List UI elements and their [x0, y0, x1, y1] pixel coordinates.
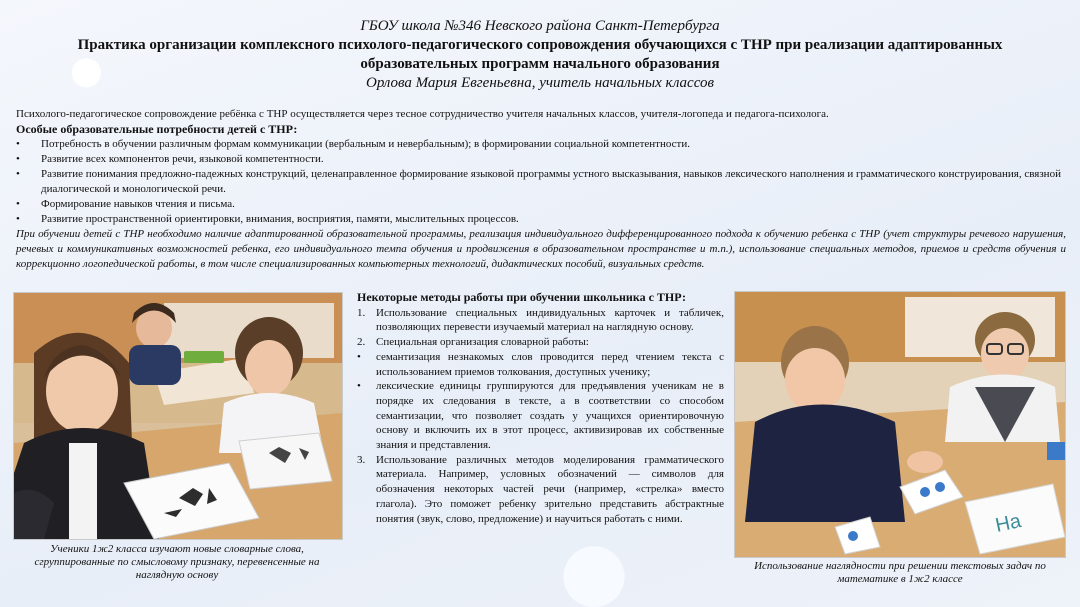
board-text: На	[993, 510, 1024, 537]
classroom-photo-right	[734, 291, 1066, 558]
intro-note: При обучении детей с ТНР необходимо наличие адаптированной образовательной программы, реализация индивидуального дифференцированного подхода к обучению ребенка с ТНР (учет структуры речевого нарушения, речевых и коммуникативных возможностей ребенка, его индивидуального темпа обучения и продвижения в образовательном пространстве и т.п.), использование специальных методов, приемов и средств обучения и коррекционно логопедической работы, в том числе специализированных компьютерных технологий, дидактических пособий, визуальных средств.	[16, 228, 1066, 270]
school-name: ГБОУ школа №346 Невского района Санкт-Петербурга	[360, 18, 720, 34]
method-marker: 2.	[357, 336, 366, 349]
method-marker: •	[357, 350, 361, 363]
needs-item: • Развитие пространственной ориентировки, внимания, восприятия, памяти, мыслительных процессов.	[16, 212, 1066, 227]
method-text: семантизация незнакомых слов проводится перед чтением текста с использованием приемов толкования, доступных ученику;	[376, 350, 724, 378]
needs-heading: Особые образовательные потребности детей с ТНР:	[16, 122, 298, 136]
method-text: лексические единицы группируются для предъявления ученикам не в порядке их следования в тексте, а в соответствии со способом семантизации, что позволяет создать у учащихся ориентировочную основу и включить их в этот процесс, активизировав их собственные знания и представления.	[376, 380, 724, 452]
method-item	[357, 379, 724, 453]
method-marker: 1.	[357, 306, 366, 319]
classroom-photo-right-image	[735, 292, 1065, 557]
methods-heading: Некоторые методы работы при обучении школьника с ТНР:	[357, 290, 686, 304]
methods-section	[357, 290, 724, 526]
method-item	[357, 335, 724, 350]
poster-header	[0, 17, 1080, 93]
method-text: Использование специальных индивидуальных карточек и табличек, позволяющих перевести изучаемый материал на наглядную основу.	[376, 306, 724, 334]
method-item	[357, 453, 724, 527]
methods-list	[357, 306, 724, 527]
method-item	[357, 350, 724, 379]
needs-list	[16, 137, 1066, 227]
needs-item: • Формирование навыков чтения и письма.	[16, 197, 1066, 212]
left-photo-caption: Ученики 1ж2 класса изучают новые словарные слова, сгруппированные по смысловому признаку, перевенсенные на наглядную основу	[34, 543, 320, 581]
method-item	[357, 306, 724, 335]
needs-item: • Развитие всех компонентов речи, языковой компетентности.	[16, 152, 1066, 167]
method-text: Использование различных методов моделирования грамматического материала. Например, условных обозначений — символов для обозначения некоторых частей речи (например, «стрелка» вместо глагола). Это поможет ребенку зрительно представить абстрактные понятия (звук, слово, предложение) и научиться работать с ними.	[376, 453, 724, 525]
poster-title: Практика организации комплексного психолого-педагогического сопровождения обучающихся с ТНР при реализации адаптированных образовательных программ начального образования	[77, 37, 1003, 72]
intro-section	[16, 107, 1066, 272]
needs-item: • Потребность в обучении различным формам коммуникации (вербальным и невербальным); в формировании социальной компетентности.	[16, 137, 1066, 152]
method-marker: •	[357, 380, 361, 393]
classroom-photo-left-image	[14, 293, 342, 539]
method-text: Специальная организация словарной работы:	[376, 336, 589, 349]
method-marker: 3.	[357, 453, 366, 466]
author-line: Орлова Мария Евгеньевна, учитель начальных классов	[365, 75, 715, 91]
needs-item: • Развитие понимания предложно-падежных конструкций, целенаправленное формирование языковой программы устного высказывания, навыков лексического наполнения и грамматического конструирования, связной диалогической и монологической речи.	[16, 167, 1066, 197]
classroom-photo-left	[13, 292, 343, 540]
intro-lead: Психолого-педагогическое сопровождение ребёнка с ТНР осуществляется через тесное сотрудничество учителя начальных классов, учителя-логопеда и педагога-психолога.	[16, 108, 829, 120]
right-photo-caption: Использование наглядности при решении текстовых задач по математике в 1ж2 классе	[754, 560, 1046, 585]
